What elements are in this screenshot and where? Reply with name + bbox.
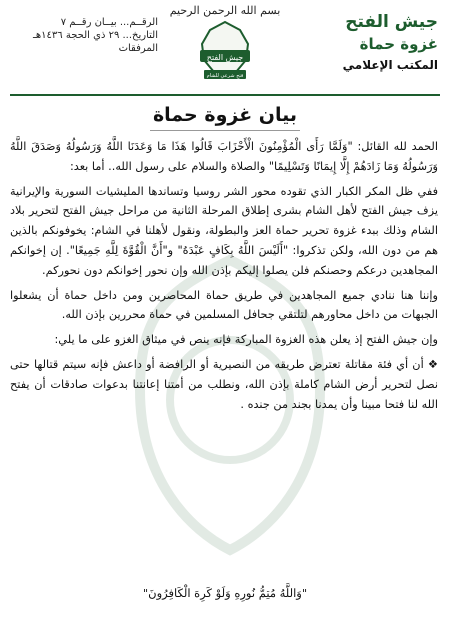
campaign-name: غزوة حماة — [359, 35, 438, 53]
letterhead — [0, 0, 450, 98]
paragraph-opening: الحمد لله القائل: "وَلَمَّا رَأَى الْمُؤْمِنُونَ الْأَحْزَابَ قَالُوا هَذَا مَا وَعَدَنَا اللَّهُ وَرَسُولُهُ وَصَدَقَ اللَّهُ وَرَسُولُهُ وَمَا زَادَهُمْ إِلَّا إِيمَانًا وَتَسْلِيمًا" والصلاة والسلام على رسول الله.. أما بعد: — [10, 140, 438, 173]
paragraph-announcement: ففي ظل المكر الكبار الذي تقوده محور الشر روسيا وتساندها المليشيات السورية والإيرانية يزف جيش الفتح لأهل الشام بشرى إطلاق المرحلة الثانية من مراحل جيش الفتح لتحرير بلاد الشام وذلك ببدء غزوة تحرير حماة العز والبطولة، ونقول لأهلنا في الشام: يخوفونكم بالذين هم من دون الله، ولكن تذكروا: "أَلَيْسَ اللَّهُ بِكَافٍ عَبْدَهُ" و"أَنَّ الْقُوَّةَ لِلَّهِ جَمِيعًا". إن إخوانكم المجاهدين درعكم وحصنكم فلن يصلوا إليكم بإذن الله وإن نحور إخوانكم دون نحوركم. — [10, 184, 438, 277]
bismillah: بسم الله الرحمن الرحيم — [169, 4, 281, 17]
reference-number: الرقــم... بيــان رقــم ٧ — [60, 17, 158, 28]
org-name: جيش الفتح — [345, 12, 438, 32]
paragraph-call: وإننا هنا ننادي جميع المجاهدين في طريق حماة المحاصرين ومن داخل حماة أن يشعلوا الجبهات من داخل محاورهم لتلتقي جحافل المسلمين في حماة محررين بإذن الله. — [10, 288, 438, 322]
org-block — [318, 10, 438, 76]
document-title: بيان غزوة حماة — [152, 104, 298, 126]
media-office: المكتب الإعلامي — [342, 58, 438, 72]
title-underline — [150, 130, 300, 131]
paragraph-charter-item: ❖ أن أي فئة مقاتلة تعترض طريقه من النصيرية أو الرافضة أو داعش فإنه سيتم قتالها حتى نصل لتحرير أرض الشام كاملة بإذن الله، ونطلب من أمتنا إعانتنا بدعوات صادقات أن يفتح الله لنا فتحا مبينا وأن يمدنا بجند من جنده . — [10, 357, 438, 411]
svg-text:جيش الفتح: جيش الفتح — [206, 53, 244, 62]
reference-block — [8, 16, 158, 55]
reference-date: التاريخ... ٢٩ ذي الحجة ١٤٣٦هـ — [32, 30, 158, 41]
closing-verse: "وَاللَّهُ مُتِمُّ نُورِهِ وَلَوْ كَرِهَ الْكَافِرُونَ" — [142, 586, 308, 600]
jaysh-al-fatah-logo — [188, 20, 262, 84]
svg-text:فتح شرعي للشام: فتح شرعي للشام — [206, 73, 244, 79]
attachments-label: المرفقات — [118, 43, 158, 54]
statement-body — [10, 137, 438, 414]
paragraph-charter: وإن جيش الفتح إذ يعلن هذه الغزوة المباركة فإنه ينص في ميثاق الغزو على ما يلي: — [54, 333, 438, 347]
header-divider — [10, 94, 440, 96]
